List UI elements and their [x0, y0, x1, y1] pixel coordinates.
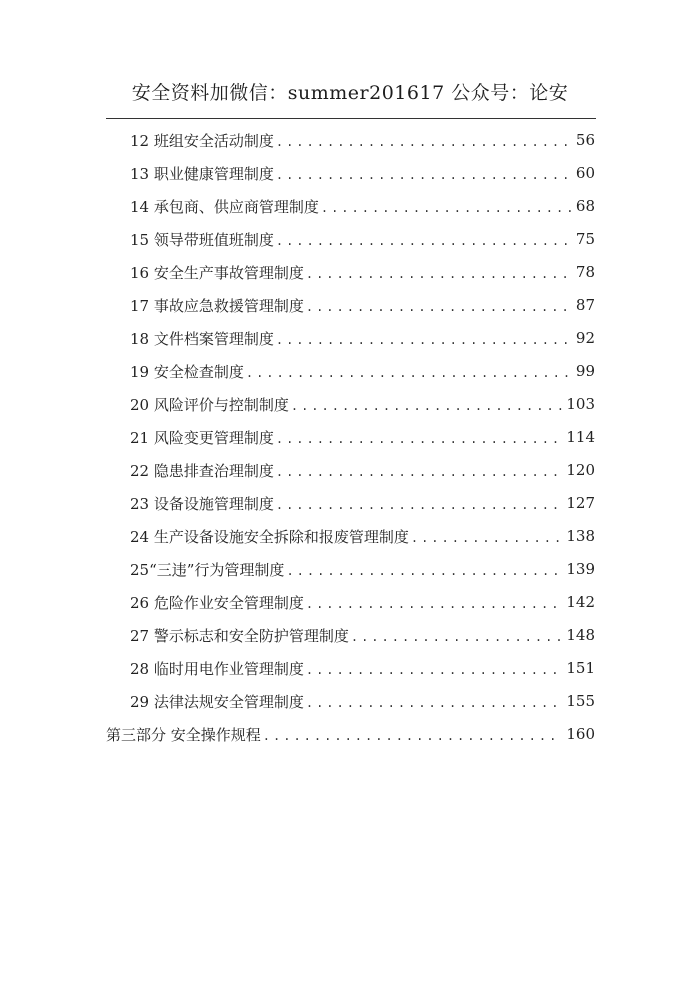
toc-entry-title: 28 临时用电作业管理制度 — [130, 659, 304, 678]
toc-entry[interactable] — [130, 421, 595, 453]
toc-entry-page: 99 — [575, 362, 595, 380]
toc-entry-page: 60 — [575, 164, 595, 182]
toc-entry-page: 138 — [566, 527, 595, 545]
toc-entry-page: 127 — [566, 494, 595, 512]
toc-entry-title: 29 法律法规安全管理制度 — [130, 692, 304, 711]
toc-entry-page: 56 — [575, 131, 595, 149]
toc-dot-leader — [276, 498, 563, 512]
toc-entry-page: 103 — [566, 395, 595, 413]
toc-entry-page: 148 — [566, 626, 595, 644]
toc-dot-leader — [291, 399, 563, 413]
toc-entry-page: 92 — [575, 329, 595, 347]
toc-dot-leader — [276, 465, 563, 479]
toc-dot-leader — [411, 531, 563, 545]
toc-entry-page: 68 — [575, 197, 595, 215]
toc-entry-page: 151 — [566, 659, 595, 677]
toc-entry-title: 19 安全检查制度 — [130, 362, 244, 381]
toc-entry-title: 15 领导带班值班制度 — [130, 230, 274, 249]
toc-dot-leader — [276, 333, 572, 347]
toc-entry[interactable] — [130, 388, 595, 420]
page-header: 安全资料加微信：summer201617 公众号：论安 — [131, 82, 569, 104]
toc-dot-leader — [276, 234, 572, 248]
toc-entry-title: 14 承包商、供应商管理制度 — [130, 197, 319, 216]
toc-dot-leader — [306, 663, 563, 677]
toc-entry[interactable] — [130, 157, 595, 189]
toc-entry[interactable] — [130, 190, 595, 222]
toc-entry-title: 13 职业健康管理制度 — [130, 164, 274, 183]
toc-entry-title: 16 安全生产事故管理制度 — [130, 263, 304, 282]
toc-entry-title: 24 生产设备设施安全拆除和报废管理制度 — [130, 527, 409, 546]
toc-dot-leader — [263, 729, 563, 743]
toc-entry-page: 78 — [575, 263, 595, 281]
toc-entry-title: 18 文件档案管理制度 — [130, 329, 274, 348]
toc-entry[interactable] — [130, 652, 595, 684]
toc-entry-page: 120 — [566, 461, 595, 479]
header-divider — [106, 118, 596, 119]
toc-entry-page: 160 — [566, 725, 595, 743]
toc-entry-page: 139 — [566, 560, 595, 578]
toc-dot-leader — [276, 135, 572, 149]
toc-dot-leader — [321, 201, 572, 215]
toc-entry-title: 25“三违”行为管理制度 — [130, 560, 285, 579]
toc-entry-title: 22 隐患排查治理制度 — [130, 461, 274, 480]
toc-part-entry[interactable] — [106, 718, 595, 750]
toc-dot-leader — [286, 564, 562, 578]
toc-entry[interactable] — [130, 520, 595, 552]
toc-entry-page: 155 — [566, 692, 595, 710]
toc-dot-leader — [306, 597, 563, 611]
toc-dot-leader — [246, 366, 572, 380]
toc-entry[interactable] — [130, 454, 595, 486]
toc-entry[interactable] — [130, 322, 595, 354]
toc-dot-leader — [276, 432, 563, 446]
toc-entry[interactable] — [130, 487, 595, 519]
toc-entry[interactable] — [130, 289, 595, 321]
toc-entry-page: 87 — [575, 296, 595, 314]
toc-entry[interactable] — [130, 619, 595, 651]
toc-entry-title: 27 警示标志和安全防护管理制度 — [130, 626, 349, 645]
toc-entry[interactable] — [130, 223, 595, 255]
toc-entry[interactable] — [130, 355, 595, 387]
toc-entry-title: 20 风险评价与控制制度 — [130, 395, 289, 414]
toc-entry-page: 142 — [566, 593, 595, 611]
toc-entry-title: 23 设备设施管理制度 — [130, 494, 274, 513]
toc-dot-leader — [351, 630, 563, 644]
toc-entry[interactable] — [130, 553, 595, 585]
toc-entry[interactable] — [130, 586, 595, 618]
toc-entry-title: 第三部分 安全操作规程 — [106, 725, 261, 744]
toc-entry[interactable] — [130, 685, 595, 717]
toc-entry[interactable] — [130, 256, 595, 288]
toc-dot-leader — [276, 168, 572, 182]
toc-dot-leader — [306, 267, 572, 281]
toc-entry-title: 12 班组安全活动制度 — [130, 131, 274, 150]
toc-entry[interactable] — [130, 124, 595, 156]
toc-dot-leader — [306, 696, 563, 710]
toc-entry-title: 26 危险作业安全管理制度 — [130, 593, 304, 612]
toc-entry-title: 21 风险变更管理制度 — [130, 428, 274, 447]
toc-dot-leader — [306, 300, 572, 314]
toc-entry-page: 75 — [575, 230, 595, 248]
toc-entry-title: 17 事故应急救援管理制度 — [130, 296, 304, 315]
toc-entry-page: 114 — [566, 428, 595, 446]
